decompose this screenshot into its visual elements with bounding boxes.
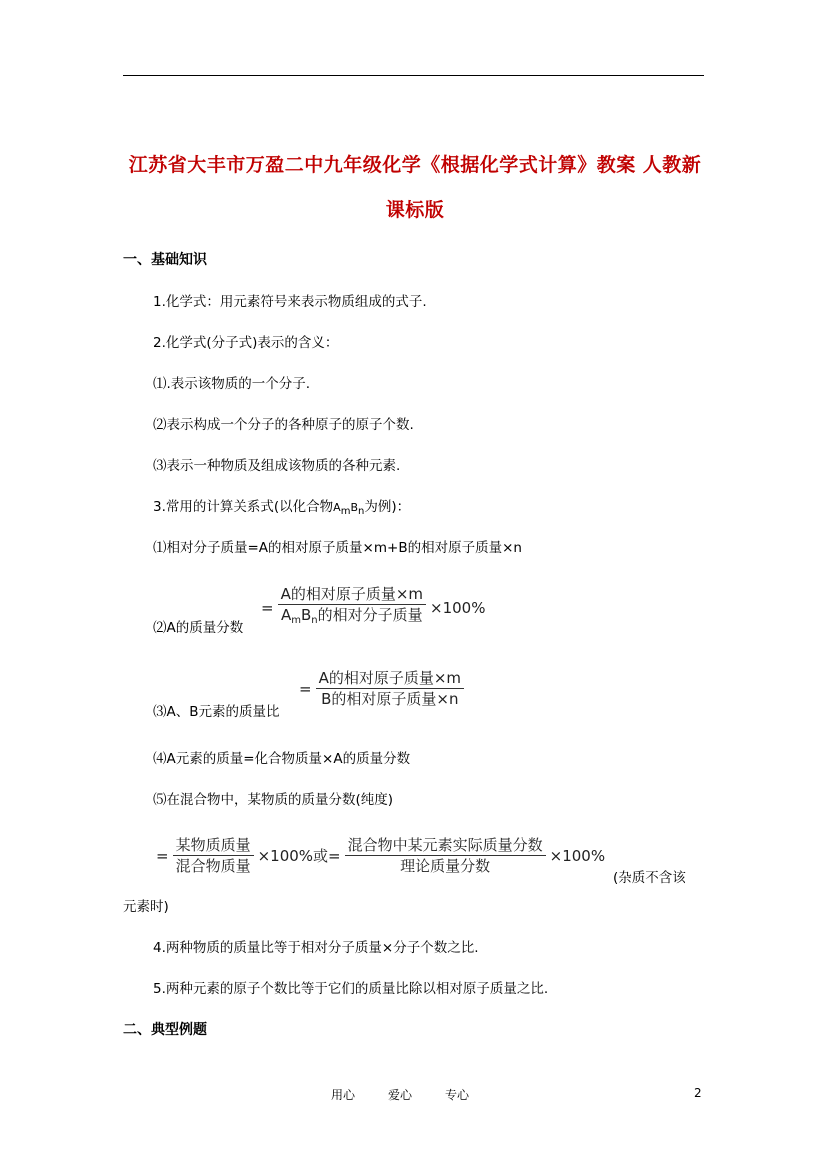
item-3 [153,495,410,517]
footer-word-1: 用心 [331,1088,356,1102]
numerator-2: 混合物中某元素实际质量分数 [347,836,543,854]
denominator-1: 混合物质量 [175,857,251,875]
fraction [316,668,464,709]
item-3-2-label: ⑵A的质量分数 [153,620,244,636]
equals-sign: = [261,598,274,617]
document-title-line1: 江苏省大丰市万盈二中九年级化学《根据化学式计算》教案 人教新 [128,154,702,176]
purity-note-tail: (杂质不含该 [613,870,686,886]
item-3-4: ⑷A元素的质量=化合物质量×A的质量分数 [153,751,411,767]
section-heading-basics: 一、基础知识 [123,252,207,268]
formula-A: A [333,501,341,514]
item-2-1: ⑴.表示该物质的一个分子. [153,376,311,392]
denominator: B的相对原子质量×n [321,690,459,708]
item-3-1: ⑴相对分子质量=A的相对原子质量×m+B的相对原子质量×n [153,540,522,556]
numerator: A的相对原子质量×m [280,585,424,603]
mass-ratio-formula [297,668,466,709]
equals-sign: = [299,679,312,698]
item-3-5: ⑸在混合物中，某物质的质量分数(纯度) [153,792,394,808]
den-rest: 的相对分子质量 [317,606,423,624]
item-3-suffix: 为例)： [364,499,411,515]
footer-word-2: 爱心 [388,1088,413,1102]
numerator-1: 某物质质量 [175,836,251,854]
item-2-3: ⑶表示一种物质及组成该物质的各种元素. [153,458,401,474]
item-5: 5.两种元素的原子个数比等于它们的质量比除以相对原子质量之比. [153,981,549,997]
formula-n: n [357,506,365,517]
item-3-prefix: 3.常用的计算关系式(以化合物 [153,499,334,515]
fraction-2 [345,835,546,876]
section-heading-examples: 二、典型例题 [123,1022,207,1038]
formula-B: B [350,501,358,514]
item-1: 1.化学式：用元素符号来表示物质组成的式子. [153,294,427,310]
percent-or-equals: ×100%或= [257,847,341,865]
item-3-3-label: ⑶A、B元素的质量比 [153,704,280,720]
den-n: n [311,615,318,626]
fraction-1 [173,835,254,876]
percent-multiplier: ×100% [430,598,486,617]
page-number: 2 [694,1086,702,1100]
den-B: B [300,606,312,624]
document-title-line2: 课标版 [385,199,445,221]
equals-sign: = [156,846,169,865]
purity-formula [154,835,607,876]
fraction [278,584,426,631]
item-2-2: ⑵表示构成一个分子的各种原子的原子个数. [153,417,414,433]
formula-m: m [340,506,351,517]
percent-multiplier: ×100% [549,846,606,865]
den-A: A [280,606,292,624]
mass-fraction-formula [259,584,487,631]
numerator: A的相对原子质量×m [318,669,462,687]
item-4: 4.两种物质的质量比等于相对分子质量×分子个数之比. [153,940,479,956]
item-2: 2.化学式(分子式)表示的含义： [153,335,339,351]
purity-note-cont: 元素时) [123,899,169,915]
footer-word-3: 专心 [445,1088,470,1102]
header-rule [123,75,704,76]
denominator [278,605,426,631]
denominator-2: 理论质量分数 [400,857,491,875]
den-m: m [291,615,301,626]
